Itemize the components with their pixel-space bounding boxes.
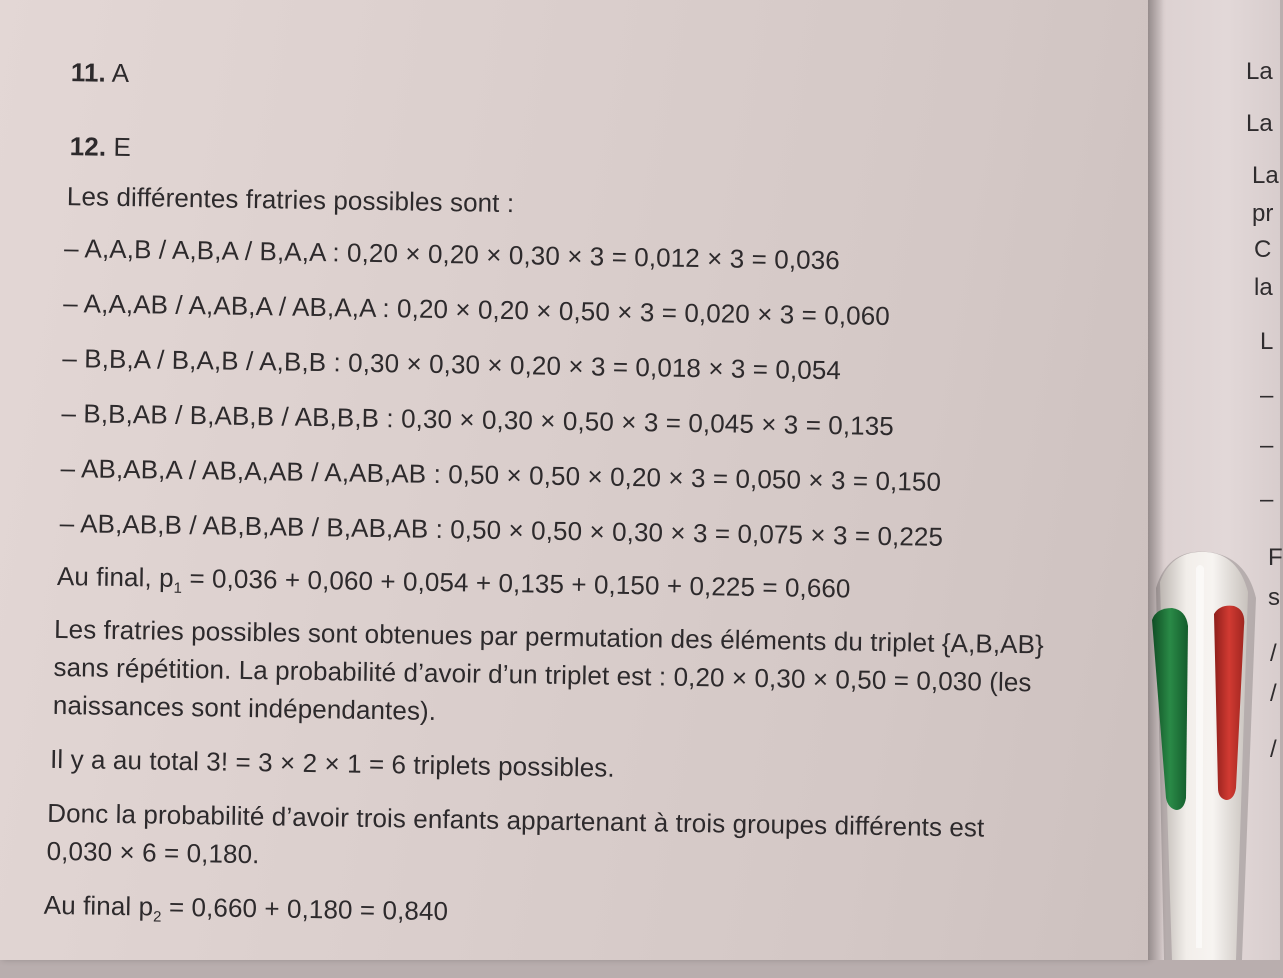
fratrie-row: – AB,AB,A / AB,A,AB / A,AB,AB : 0,50 × 0,50 × 0,20 × 3 = 0,050 × 3 = 0,150 — [60, 453, 942, 497]
triplet-count-line: Il y a au total 3! = 3 × 2 × 1 = 6 triplets possibles. — [49, 743, 615, 783]
right-page-fragment: pr — [1252, 200, 1274, 227]
pen-green-clip — [1152, 608, 1188, 810]
right-page-fragment: la — [1254, 274, 1273, 301]
explanation-line: Les fratries possibles sont obtenues par permutation des éléments du triplet {A,B,AB} — [53, 613, 1045, 660]
fratrie-row: – A,A,AB / A,AB,A / AB,A,A : 0,20 × 0,20 × 0,50 × 3 = 0,020 × 3 = 0,060 — [63, 288, 891, 332]
right-page-fragment: s — [1268, 584, 1280, 611]
probability-line: 0,030 × 6 = 0,180. — [46, 835, 260, 870]
explanation-line: naissances sont indépendantes). — [52, 689, 437, 726]
right-page-fragment: La — [1252, 162, 1279, 189]
fratrie-row: – B,B,A / B,A,B / A,B,B : 0,30 × 0,30 × 0,20 × 3 = 0,018 × 3 = 0,054 — [62, 343, 842, 386]
right-page-fragment: / — [1270, 680, 1277, 707]
multicolor-pen — [1138, 548, 1268, 960]
right-page-fragment: – — [1260, 432, 1274, 459]
right-page-fragment: – — [1260, 382, 1274, 409]
fratrie-row: – AB,AB,B / AB,B,AB / B,AB,AB : 0,50 × 0,50 × 0,30 × 3 = 0,075 × 3 = 0,225 — [59, 508, 944, 552]
fratrie-row: – A,A,B / A,B,A / B,A,A : 0,20 × 0,20 × 0,30 × 3 = 0,012 × 3 = 0,036 — [63, 233, 841, 276]
right-page-fragment: / — [1270, 736, 1277, 763]
right-page-fragment: L — [1260, 328, 1274, 355]
right-page-fragment: La — [1246, 58, 1273, 85]
fratrie-row: – B,B,AB / B,AB,B / AB,B,B : 0,30 × 0,30 × 0,50 × 3 = 0,045 × 3 = 0,135 — [61, 398, 895, 442]
p1-result: Au final, $p_1 = 0,036 + 0,060 + 0,054 + 0,135 + 0,150 + 0,225 = 0,660$ — [56, 560, 851, 604]
right-page-fragment: F — [1268, 544, 1283, 571]
answer-item-12: 12. E — [69, 131, 132, 163]
right-page-fragment: / — [1270, 640, 1277, 667]
right-page-fragment: – — [1260, 486, 1274, 513]
p2-result: Au final $p_2 = 0,660 + 0,180 = 0,840$ — [43, 889, 449, 927]
intro-line: Les différentes fratries possibles sont : — [66, 181, 515, 219]
right-page-fragment: La — [1246, 110, 1273, 137]
explanation-line: sans répétition. La probabilité d’avoir d’un triplet est : 0,20 × 0,30 × 0,50 = 0,030 (les — [53, 651, 1032, 698]
right-page-fragment: C — [1254, 236, 1272, 263]
probability-line: Donc la probabilité d’avoir trois enfants appartenant à trois groupes différents est — [47, 797, 985, 843]
answer-item-11: 11. A — [70, 57, 130, 89]
